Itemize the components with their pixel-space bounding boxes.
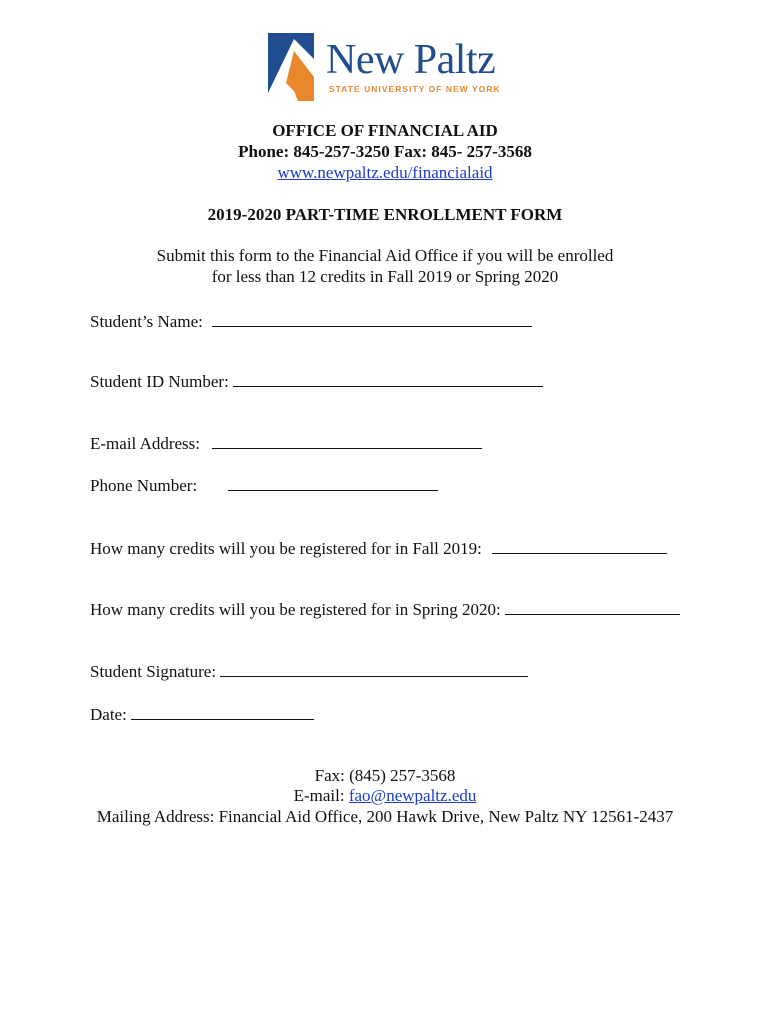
spring-credits-row: [90, 599, 680, 620]
student-id-label: Student ID Number:: [90, 372, 229, 391]
spring-credits-field[interactable]: [505, 599, 680, 615]
university-logo: [268, 33, 518, 103]
email-row: [90, 433, 482, 454]
footer-email-label: E-mail:: [293, 786, 349, 805]
spring-credits-label: How many credits will you be registered for in Spring 2020:: [90, 600, 501, 619]
logo-name: New Paltz: [326, 37, 496, 83]
logo-subtitle: STATE UNIVERSITY OF NEW YORK: [329, 84, 501, 94]
footer-email-row: [0, 786, 770, 806]
fall-credits-field[interactable]: [492, 538, 667, 554]
email-label: E-mail Address:: [90, 434, 201, 453]
signature-row: [90, 661, 528, 682]
footer-email-link[interactable]: fao@newpaltz.edu: [348, 786, 477, 805]
footer-fax: Fax: (845) 257-3568: [314, 766, 456, 785]
student-id-field[interactable]: [233, 371, 543, 387]
date-field[interactable]: [131, 704, 314, 720]
signature-label: Student Signature:: [90, 662, 217, 681]
student-id-row: [90, 371, 543, 392]
phone-row: [90, 475, 438, 496]
instructions-line-2: for less than 12 credits in Fall 2019 or Spring 2020: [211, 267, 559, 286]
student-name-field[interactable]: [212, 311, 532, 327]
office-title: OFFICE OF FINANCIAL AID: [272, 121, 498, 140]
date-row: [90, 704, 314, 725]
fall-credits-label: How many credits will you be registered for in Fall 2019:: [90, 539, 482, 558]
instructions-line-1: Submit this form to the Financial Aid Office if you will be enrolled: [156, 246, 614, 265]
student-name-label: Student’s Name:: [90, 312, 203, 331]
new-paltz-logo-mark: [268, 33, 320, 101]
form-title: 2019-2020 PART-TIME ENROLLMENT FORM: [207, 205, 563, 224]
email-field[interactable]: [212, 433, 482, 449]
phone-field[interactable]: [228, 475, 438, 491]
fall-credits-row: [90, 538, 667, 559]
date-label: Date:: [90, 705, 127, 724]
office-phone-fax: Phone: 845-257-3250 Fax: 845- 257-3568: [238, 142, 532, 161]
footer-mailing-address: Mailing Address: Financial Aid Office, 200 Hawk Drive, New Paltz NY 12561-2437: [96, 807, 674, 826]
student-name-row: [90, 311, 532, 332]
signature-field[interactable]: [220, 661, 528, 677]
phone-label: Phone Number:: [90, 476, 198, 495]
financial-aid-website-link[interactable]: www.newpaltz.edu/financialaid: [277, 163, 493, 182]
